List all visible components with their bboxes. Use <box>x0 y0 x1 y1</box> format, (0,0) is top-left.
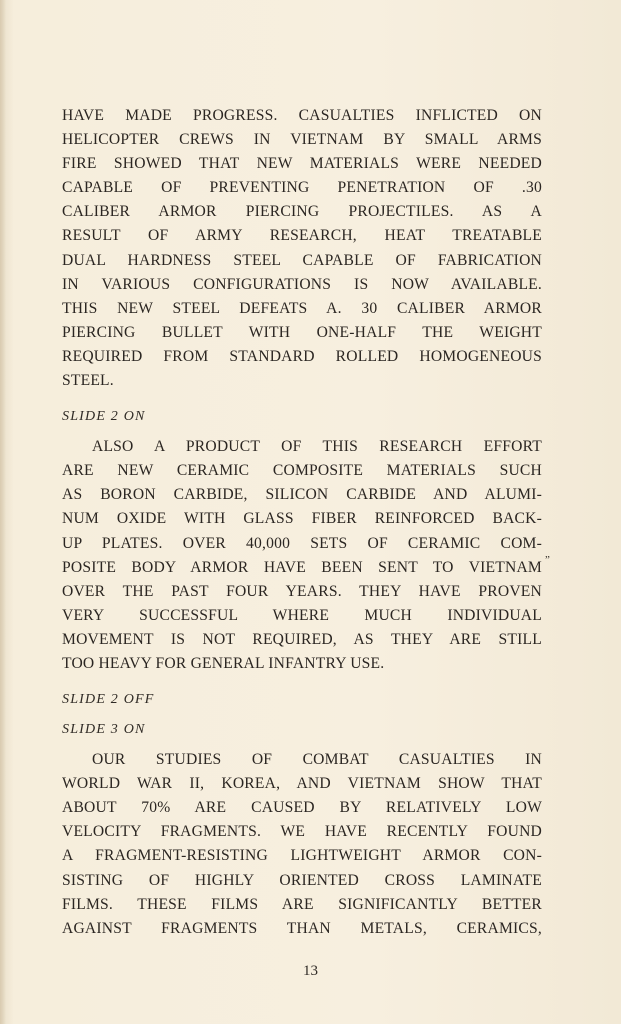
text-line: AGAINST FRAGMENTS THAN METALS, CERAMICS, <box>62 919 542 937</box>
paragraph-ceramic <box>62 435 542 676</box>
text-line: RESULT OF ARMY RESEARCH, HEAT TREATABLE <box>62 227 542 245</box>
text-line: A FRAGMENT-RESISTING LIGHTWEIGHT ARMOR CON- <box>62 847 542 865</box>
text-line: ALSO A PRODUCT OF THIS RESEARCH EFFORT <box>92 438 542 456</box>
text-line: CAPABLE OF PREVENTING PENETRATION OF .30 <box>62 179 542 197</box>
body-text <box>62 104 542 941</box>
paragraph-fragments <box>62 748 542 941</box>
text-line: PIERCING BULLET WITH ONE-HALF THE WEIGHT <box>62 323 542 341</box>
text-line: VERY SUCCESSFUL WHERE MUCH INDIVIDUAL <box>62 606 542 624</box>
text-line: OUR STUDIES OF COMBAT CASUALTIES IN <box>92 751 542 769</box>
text-line: NUM OXIDE WITH GLASS FIBER REINFORCED BACK- <box>62 510 542 528</box>
text-line: SISTING OF HIGHLY ORIENTED CROSS LAMINATE <box>62 871 542 889</box>
text-line: MOVEMENT IS NOT REQUIRED, AS THEY ARE STILL <box>62 630 542 648</box>
text-line: DUAL HARDNESS STEEL CAPABLE OF FABRICATION <box>62 251 542 269</box>
text-line: FIRE SHOWED THAT NEW MATERIALS WERE NEEDED <box>62 155 542 173</box>
slide-cue-slide2-off: SLIDE 2 OFF <box>62 692 155 708</box>
text-line: STEEL. <box>62 372 114 390</box>
text-line: THIS NEW STEEL DEFEATS A. 30 CALIBER ARMOR <box>62 299 542 317</box>
text-line: VELOCITY FRAGMENTS. WE HAVE RECENTLY FOUND <box>62 823 542 841</box>
page-number: 13 <box>303 963 318 979</box>
text-line: AS BORON CARBIDE, SILICON CARBIDE AND ALUMI- <box>62 486 542 504</box>
text-line: HELICOPTER CREWS IN VIETNAM BY SMALL ARMS <box>62 131 542 149</box>
text-line: ABOUT 70% ARE CAUSED BY RELATIVELY LOW <box>62 799 542 817</box>
paragraph-steel <box>62 104 542 393</box>
text-line: ARE NEW CERAMIC COMPOSITE MATERIALS SUCH <box>62 462 542 480</box>
text-line: FILMS. THESE FILMS ARE SIGNIFICANTLY BETTER <box>62 895 542 913</box>
page-edge-shadow <box>0 0 6 1024</box>
text-line: IN VARIOUS CONFIGURATIONS IS NOW AVAILABLE. <box>62 275 542 293</box>
text-line: HAVE MADE PROGRESS. CASUALTIES INFLICTED ON <box>62 107 542 124</box>
text-line: OVER THE PAST FOUR YEARS. THEY HAVE PROVEN <box>62 582 542 600</box>
text-line: UP PLATES. OVER 40,000 SETS OF CERAMIC COM- <box>62 534 542 552</box>
text-line: CALIBER ARMOR PIERCING PROJECTILES. AS A <box>62 203 542 221</box>
text-line: REQUIRED FROM STANDARD ROLLED HOMOGENEOUS <box>62 347 542 365</box>
text-line: WORLD WAR II, KOREA, AND VIETNAM SHOW THAT <box>62 775 542 793</box>
text-line: POSITE BODY ARMOR HAVE BEEN SENT TO VIETNAM <box>62 558 542 576</box>
slide-cue-slide3-on: SLIDE 3 ON <box>62 722 146 738</box>
margin-mark: ” <box>545 554 550 566</box>
text-line: TOO HEAVY FOR GENERAL INFANTRY USE. <box>62 654 385 672</box>
slide-cue-slide2-on: SLIDE 2 ON <box>62 409 146 425</box>
